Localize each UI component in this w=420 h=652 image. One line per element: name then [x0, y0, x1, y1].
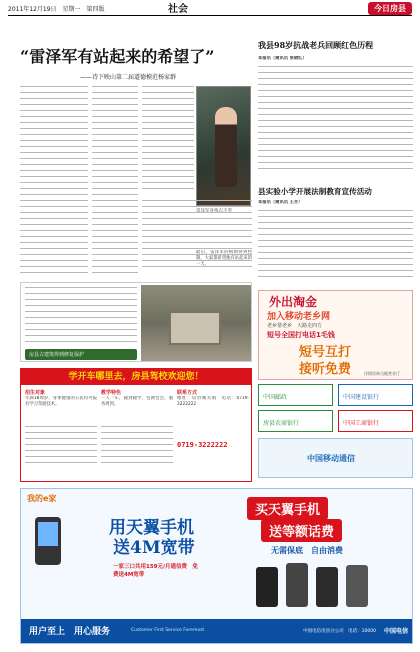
mobile-ad-line3: 老乡帮老乡 大路走四方 [267, 323, 323, 329]
mobile-operator-banner [258, 438, 413, 478]
person-figure [215, 107, 237, 187]
mobile-ad-line6: 接听免费 [299, 362, 352, 377]
school-story-body [258, 210, 413, 284]
telecom-bottom-bar [21, 619, 412, 643]
mobile-ad-contact: 详情咨询当地营业厅 [364, 371, 400, 376]
header-date: 2011年12月19日 星期一 第四版 [8, 6, 105, 13]
driving-school-ad [20, 368, 252, 482]
newspaper-logo: 今日房县 [368, 2, 412, 15]
stone-structure [169, 311, 221, 345]
veteran-story-body [258, 66, 413, 176]
sponsor-1-label: 中国建设银行 [343, 394, 380, 401]
handset-3 [316, 567, 338, 607]
school-story [258, 186, 413, 286]
photo-news-block [20, 282, 252, 362]
photo-news-caption: 房县古建筑得到修复保护 [29, 352, 85, 358]
telecom-footer: 中国电信房县分公司 电话：10000 [303, 629, 376, 634]
sponsor-0 [258, 384, 333, 406]
telecom-right-phones [256, 563, 396, 607]
lead-story-body-col3 [142, 86, 194, 196]
mobile-ad [258, 290, 413, 380]
lead-story-title: “雷泽军有站起来的希望了” [20, 47, 215, 66]
driving-school-col3-title: 联系方式 [177, 390, 198, 396]
telecom-left-big: 送4M宽带 [113, 538, 195, 558]
telecom-left-sub: 一家三口共用159元/月通信费 免费送4M宽带 [113, 564, 198, 578]
telecom-operator: 中国电信 [383, 628, 408, 635]
driving-school-phone: 0719-3222222 [177, 441, 228, 449]
sponsor-2 [258, 410, 333, 432]
page-header [8, 2, 412, 16]
driving-school-col1-lines [25, 426, 97, 476]
telecom-slogan: 用户至上 用心服务 [29, 627, 111, 637]
sponsor-3-label: 中国工商银行 [343, 420, 380, 427]
telecom-brand: 我的e家 [27, 494, 57, 503]
lead-story-photo [196, 86, 251, 206]
driving-school-col3-body: 地址：房县城关镇 电话：0719-3222222 [177, 396, 249, 407]
telecom-right-title: 买天翼手机 [247, 497, 328, 520]
lead-story-body-col2 [92, 86, 138, 276]
lead-story-body [20, 86, 88, 276]
sponsor-0-label: 中国邮政 [263, 394, 288, 401]
handset-1 [256, 567, 278, 607]
phone-screen [38, 522, 58, 546]
sponsor-1 [338, 384, 413, 406]
driving-school-col1 [25, 389, 97, 479]
driving-school-col1-title: 招生对象 [25, 390, 46, 396]
mobile-ad-line5: 短号互打 [299, 345, 352, 360]
sponsor-2-label: 房县农商银行 [263, 420, 300, 427]
photo-news-stamp [25, 349, 137, 360]
sponsor-3 [338, 410, 413, 432]
telecom-right-big: 送等额话费 [261, 519, 342, 542]
handset-2 [286, 563, 308, 607]
veteran-story-byline: 本报讯（通讯员 张晓红） [258, 56, 307, 61]
telecom-ad [20, 488, 413, 644]
school-story-title: 县实验小学开展法制教育宣传活动 [258, 187, 372, 196]
photo-news-image [141, 285, 251, 361]
mobile-operator-name: 中国移动通信 [307, 454, 355, 463]
driving-school-col2-body: 一人一车，随到随学，包教包会，服务周到。 [101, 396, 173, 407]
telecom-left-title: 用天翼手机 [109, 518, 194, 538]
lead-story-subtitle: ——诗下映山第二届道德模范杨家群 [80, 74, 177, 81]
driving-school-col1-body: 年满18周岁、身体健康的公民均可报名学习驾驶技术。 [25, 396, 97, 407]
mobile-ad-line4: 短号全国打电话1毛钱 [267, 331, 335, 339]
driving-school-col2-title: 教学特色 [101, 390, 122, 396]
telecom-left-phone [35, 517, 61, 565]
veteran-story-title: 我县98岁抗战老兵回顾红色历程 [258, 40, 374, 50]
lead-story-ending: 最后，雷泽军的病情得到控制，大家都希望他有站起来的一天。 [196, 250, 252, 267]
photo-news-text [25, 287, 137, 347]
veteran-story [258, 40, 413, 180]
school-story-byline: 本报讯（通讯员 王芳） [258, 200, 303, 205]
driving-school-col2-lines [101, 426, 173, 476]
section-title: 社会 [168, 4, 188, 15]
telecom-slogan-sub: Customer First Service Foremost [131, 628, 205, 633]
telecom-right-sub: 无需保底 自由消费 [271, 546, 343, 555]
handset-4 [346, 565, 368, 607]
mobile-ad-line2: 加入移动老乡网 [267, 312, 331, 322]
driving-school-col3 [177, 389, 249, 479]
driving-school-title: 学开车哪里去，房县驾校欢迎您！ [21, 369, 251, 385]
sponsor-row [258, 384, 413, 482]
mobile-ad-line1: 外出淘金 [269, 295, 318, 309]
driving-school-col2 [101, 389, 173, 479]
